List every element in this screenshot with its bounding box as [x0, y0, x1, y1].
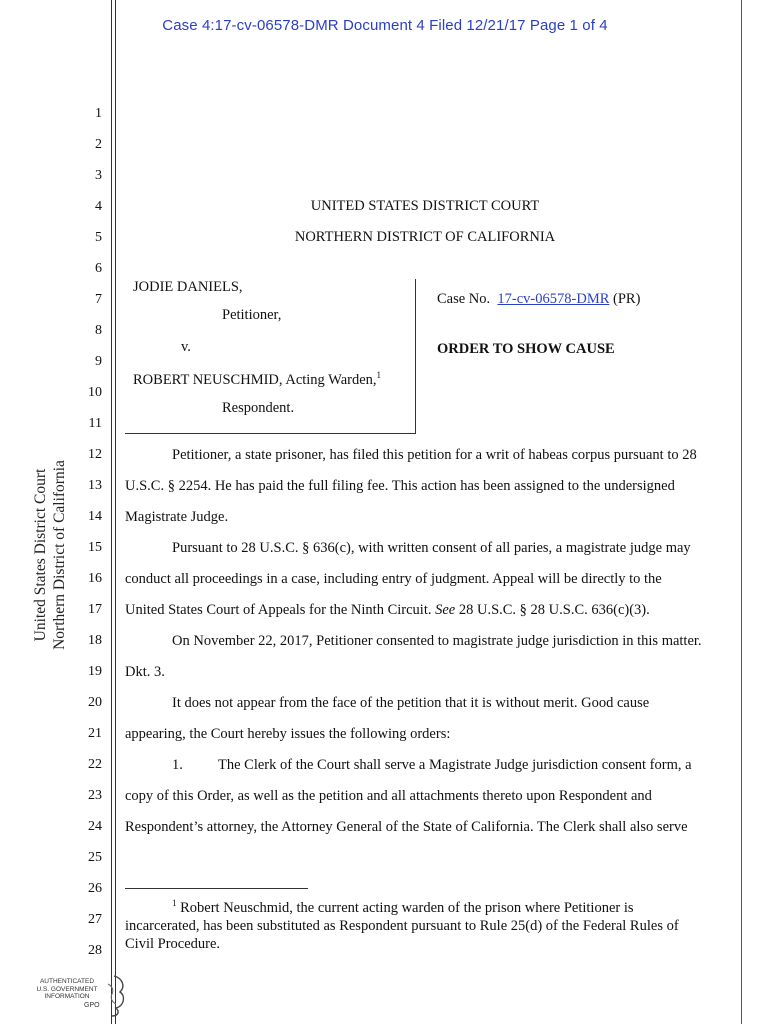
footnote-line-2: incarcerated, has been substituted as Respondent pursuant to Rule 25(d) of the Federal Rules of: [125, 918, 679, 934]
line-number: 3: [95, 168, 102, 183]
body-line-15: Pursuant to 28 U.S.C. § 636(c), with written consent of all paries, a magistrate judge may: [172, 540, 691, 556]
line-number: 15: [88, 540, 102, 555]
seal-line-1: AUTHENTICATED: [39, 978, 95, 985]
footnote-separator: [125, 888, 308, 889]
line-number: 26: [88, 881, 102, 896]
caption-bottom-rule: [125, 433, 416, 434]
right-margin-rule: [741, 0, 742, 1024]
eagle-icon: [100, 974, 128, 1018]
line-number: 11: [88, 416, 102, 431]
footnote-mark: 1: [172, 898, 177, 909]
body-line-17a: United States Court of Appeals for the Ninth Circuit.: [125, 602, 436, 618]
seal-gpo: GPO: [84, 1002, 100, 1009]
case-no-suffix: (PR): [613, 291, 641, 307]
seal-line-3: INFORMATION: [44, 993, 90, 1000]
footnote-line-1: [172, 899, 634, 917]
line-number: 24: [88, 819, 102, 834]
court-district: NORTHERN DISTRICT OF CALIFORNIA: [294, 229, 556, 245]
body-line-19: Dkt. 3.: [125, 664, 165, 680]
line-number: 7: [95, 292, 102, 307]
line-number: 18: [88, 633, 102, 648]
line-number: 17: [88, 602, 102, 617]
body-line-20: It does not appear from the face of the petition that it is without merit. Good cause: [172, 695, 650, 711]
left-margin-rule-inner: [115, 0, 116, 1024]
respondent-footnote-mark: 1: [376, 370, 382, 381]
line-number: 2: [95, 137, 102, 152]
line-number: 19: [88, 664, 102, 679]
sidebar-line-1: United States District Court: [32, 468, 49, 642]
court-sidebar-label: [31, 460, 69, 650]
line-number: 9: [95, 354, 102, 369]
body-line-22: The Clerk of the Court shall serve a Magistrate Judge jurisdiction consent form, a: [218, 757, 692, 773]
case-header: Case 4:17-cv-06578-DMR Document 4 Filed 12/21/17 Page 1 of 4: [162, 17, 608, 34]
see-signal: See: [435, 602, 456, 618]
footnote-text-1: Robert Neuschmid, the current acting warden of the prison where Petitioner is: [176, 900, 634, 916]
line-number: 13: [88, 478, 102, 493]
left-margin-rule: [111, 0, 112, 1024]
case-no-label: Case No.: [437, 291, 491, 307]
line-number: 20: [88, 695, 102, 710]
body-line-18: On November 22, 2017, Petitioner consented to magistrate judge jurisdiction in this matter.: [172, 633, 702, 649]
line-number: 21: [88, 726, 102, 741]
seal-text: [30, 978, 104, 1001]
petitioner-role: Petitioner,: [222, 307, 282, 323]
body-line-17c: 28 U.S.C. § 28 U.S.C. 636(c)(3).: [455, 602, 650, 618]
body-line-16: conduct all proceedings in a case, including entry of judgment. Appeal will be directly to the: [125, 571, 662, 587]
respondent-name: [133, 372, 381, 389]
line-number: 6: [95, 261, 102, 276]
body-line-23: copy of this Order, as well as the petition and all attachments thereto upon Respondent and: [125, 788, 652, 804]
sidebar-line-2: Northern District of California: [51, 460, 68, 650]
footnote-line-3: Civil Procedure.: [125, 936, 221, 952]
line-number: 4: [95, 199, 102, 214]
respondent-role: Respondent.: [222, 400, 295, 416]
line-number: 8: [95, 323, 102, 338]
line-number: 22: [88, 757, 102, 772]
line-number: 12: [88, 447, 102, 462]
order-title: ORDER TO SHOW CAUSE: [437, 341, 615, 357]
body-line-12: Petitioner, a state prisoner, has filed this petition for a writ of habeas corpus pursuant to 28: [172, 447, 697, 463]
caption-vertical-rule: [415, 279, 416, 433]
respondent-name-text: ROBERT NEUSCHMID, Acting Warden,: [133, 372, 377, 388]
line-number: 10: [88, 385, 102, 400]
seal-line-2: U.S. GOVERNMENT: [36, 985, 98, 993]
order-item-1-number: 1.: [172, 757, 183, 773]
body-line-21: appearing, the Court hereby issues the following orders:: [125, 726, 451, 742]
line-number: 23: [88, 788, 102, 803]
line-number: 16: [88, 571, 102, 586]
line-number: 1: [95, 106, 102, 121]
case-number-link[interactable]: 17-cv-06578-DMR: [497, 291, 610, 307]
line-number: 5: [95, 230, 102, 245]
case-number: [437, 291, 640, 308]
line-number: 28: [88, 943, 102, 958]
versus: v.: [181, 339, 191, 355]
line-number: 14: [88, 509, 102, 524]
petitioner-name: JODIE DANIELS,: [133, 279, 243, 295]
gpo-authentication-seal: [30, 974, 128, 1020]
body-line-17: [125, 602, 650, 619]
line-number: 27: [88, 912, 102, 927]
line-number: 25: [88, 850, 102, 865]
body-line-14: Magistrate Judge.: [125, 509, 229, 525]
body-line-24: Respondent’s attorney, the Attorney General of the State of California. The Clerk shall also serve: [125, 819, 688, 835]
body-line-13: U.S.C. § 2254. He has paid the full filing fee. This action has been assigned to the undersigned: [125, 478, 675, 494]
court-name: UNITED STATES DISTRICT COURT: [310, 198, 540, 214]
